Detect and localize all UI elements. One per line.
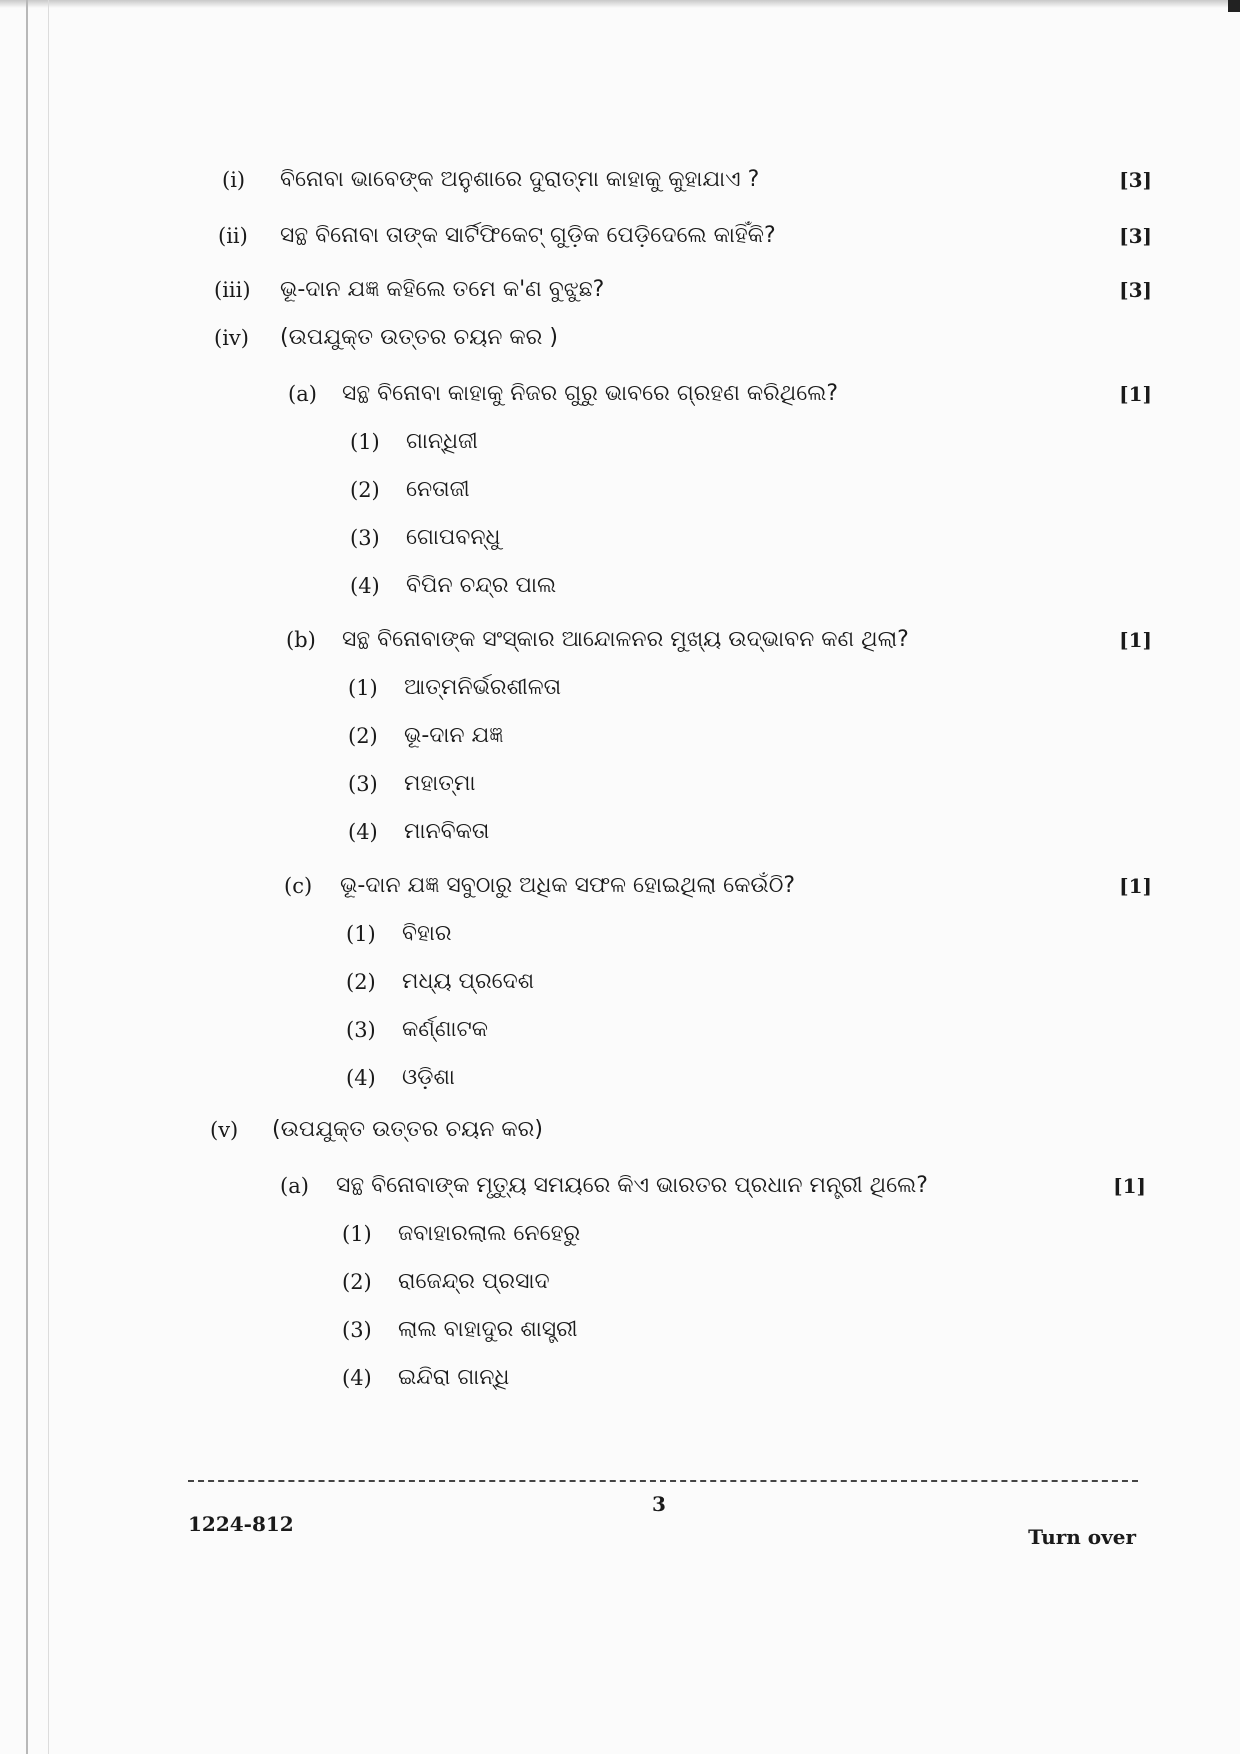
question-iv (0, 318, 1240, 358)
question-label: (i) (222, 168, 246, 192)
question-label: (v) (210, 1118, 239, 1142)
sub-question-label: (a) (280, 1174, 309, 1198)
option-number: (4) (348, 820, 378, 844)
option-item (0, 470, 1240, 510)
option-item (0, 1262, 1240, 1302)
option-text: ନେତାଜୀ (406, 477, 470, 502)
question-instruction: (ଉପଯୁକ୍ତ ଉତ୍ତର ଚୟନ କର ) (280, 325, 558, 350)
option-number: (1) (346, 922, 376, 946)
question-text: ବିନୋବା ଭାବେଙ୍କ ଅନୁଶାରେ ଦୁରାତ୍ମା କାହାକୁ କୁହାଯାଏ ? (280, 167, 760, 192)
sub-question-label: (c) (284, 874, 313, 898)
option-number: (2) (348, 724, 378, 748)
option-number: (4) (342, 1366, 372, 1390)
sub-question-marks: [1] (1119, 382, 1152, 406)
question-marks: [3] (1119, 224, 1152, 248)
sub-question-text: ସନ୍ଥ ବିନୋବାଙ୍କ ସଂସ୍କାର ଆନ୍ଦୋଳନର ମୁଖ୍ୟ ଉଦ୍ଭାବନ କଣ ଥିଲା? (342, 627, 909, 652)
option-text: ଭୂ-ଦାନ ଯଜ୍ଞ (404, 723, 504, 748)
question-label: (ii) (218, 224, 248, 248)
turn-over-label: Turn over (1028, 1525, 1136, 1549)
question-marks: [3] (1119, 168, 1152, 192)
option-number: (3) (342, 1318, 372, 1342)
option-text: ଗାନ୍ଧିଜୀ (406, 429, 478, 454)
sub-question-text: ସନ୍ଥ ବିନୋବା କାହାକୁ ନିଜର ଗୁରୁ ଭାବରେ ଗ୍ରହଣ କରିଥିଲେ? (342, 381, 839, 406)
option-text: ବିହାର (402, 921, 452, 946)
scan-top-shadow (0, 0, 1240, 8)
question-label: (iv) (214, 326, 249, 350)
option-item (0, 1358, 1240, 1398)
option-item (0, 668, 1240, 708)
question-label: (iii) (214, 278, 251, 302)
option-item (0, 812, 1240, 852)
option-number: (4) (350, 574, 380, 598)
option-text: ରାଜେନ୍ଦ୍ର ପ୍ରସାଦ (398, 1269, 550, 1294)
question-instruction: (ଉପଯୁକ୍ତ ଉତ୍ତର ଚୟନ କର) (272, 1117, 543, 1142)
question-v (0, 1110, 1240, 1150)
question-marks: [3] (1119, 278, 1152, 302)
option-item (0, 566, 1240, 606)
option-item (0, 962, 1240, 1002)
option-text: ଇନ୍ଦିରା ଗାନ୍ଧି (398, 1365, 510, 1390)
option-text: ଓଡ଼ିଶା (402, 1065, 455, 1090)
sub-question-iv-c (0, 866, 1240, 906)
option-item (0, 914, 1240, 954)
option-number: (2) (346, 970, 376, 994)
option-text: ମହାତ୍ମା (404, 771, 476, 796)
sub-question-text: ଭୂ-ଦାନ ଯଜ୍ଞ ସବୁଠାରୁ ଅଧିକ ସଫଳ ହୋଇଥିଲା କେଉଁଠି? (340, 873, 796, 898)
sub-question-v-a (0, 1166, 1240, 1206)
question-iii (0, 270, 1240, 310)
option-item (0, 422, 1240, 462)
sub-question-label: (b) (286, 628, 316, 652)
option-item (0, 764, 1240, 804)
option-text: ଆତ୍ମନିର୍ଭରଶୀଳତା (404, 675, 562, 700)
option-item (0, 1310, 1240, 1350)
question-text: ସନ୍ଥ ବିନୋବା ତାଙ୍କ ସାର୍ଟିଫିକେଟ୍ ଗୁଡ଼ିକ ପେଡ଼ିଦେଲେ କାହିଁକି? (280, 223, 776, 248)
question-i (0, 160, 1240, 200)
sub-question-label: (a) (288, 382, 317, 406)
option-item (0, 1010, 1240, 1050)
option-item (0, 716, 1240, 756)
page-number: 3 (652, 1492, 666, 1516)
option-text: ବିପିନ ଚନ୍ଦ୍ର ପାଲ (406, 573, 557, 598)
option-number: (1) (350, 430, 380, 454)
question-ii (0, 216, 1240, 256)
option-text: ଲାଲ ବାହାଦୁର ଶାସ୍ତ୍ରୀ (398, 1317, 578, 1342)
sub-question-text: ସନ୍ଥ ବିନୋବାଙ୍କ ମୃତ୍ୟୁ ସମୟରେ କିଏ ଭାରତର ପ୍ରଧାନ ମନ୍ତ୍ରୀ ଥିଲେ? (336, 1173, 928, 1198)
sub-question-iv-a (0, 374, 1240, 414)
option-text: ଜବାହାରଲାଲ ନେହେରୁ (398, 1221, 581, 1246)
option-number: (1) (342, 1222, 372, 1246)
sub-question-marks: [1] (1119, 874, 1152, 898)
sub-question-iv-b (0, 620, 1240, 660)
paper-code: 1224-812 (188, 1512, 294, 1536)
option-text: ମଧ୍ୟ ପ୍ରଦେଶ (402, 969, 535, 994)
option-number: (2) (350, 478, 380, 502)
option-item (0, 1214, 1240, 1254)
option-text: ମାନବିକତା (404, 819, 490, 844)
scan-corner (1228, 0, 1240, 12)
option-number: (4) (346, 1066, 376, 1090)
question-text: ଭୂ-ଦାନ ଯଜ୍ଞ କହିଲେ ତମେ କ'ଣ ବୁଝୁଛ? (280, 277, 605, 302)
option-number: (3) (350, 526, 380, 550)
sub-question-marks: [1] (1113, 1174, 1146, 1198)
option-number: (1) (348, 676, 378, 700)
footer-divider (188, 1480, 1138, 1482)
option-item (0, 518, 1240, 558)
option-number: (3) (348, 772, 378, 796)
option-text: କର୍ଣ୍ଣାଟକ (402, 1017, 489, 1042)
option-number: (3) (346, 1018, 376, 1042)
option-item (0, 1058, 1240, 1098)
option-text: ଗୋପବନ୍ଧୁ (406, 525, 501, 550)
sub-question-marks: [1] (1119, 628, 1152, 652)
option-number: (2) (342, 1270, 372, 1294)
